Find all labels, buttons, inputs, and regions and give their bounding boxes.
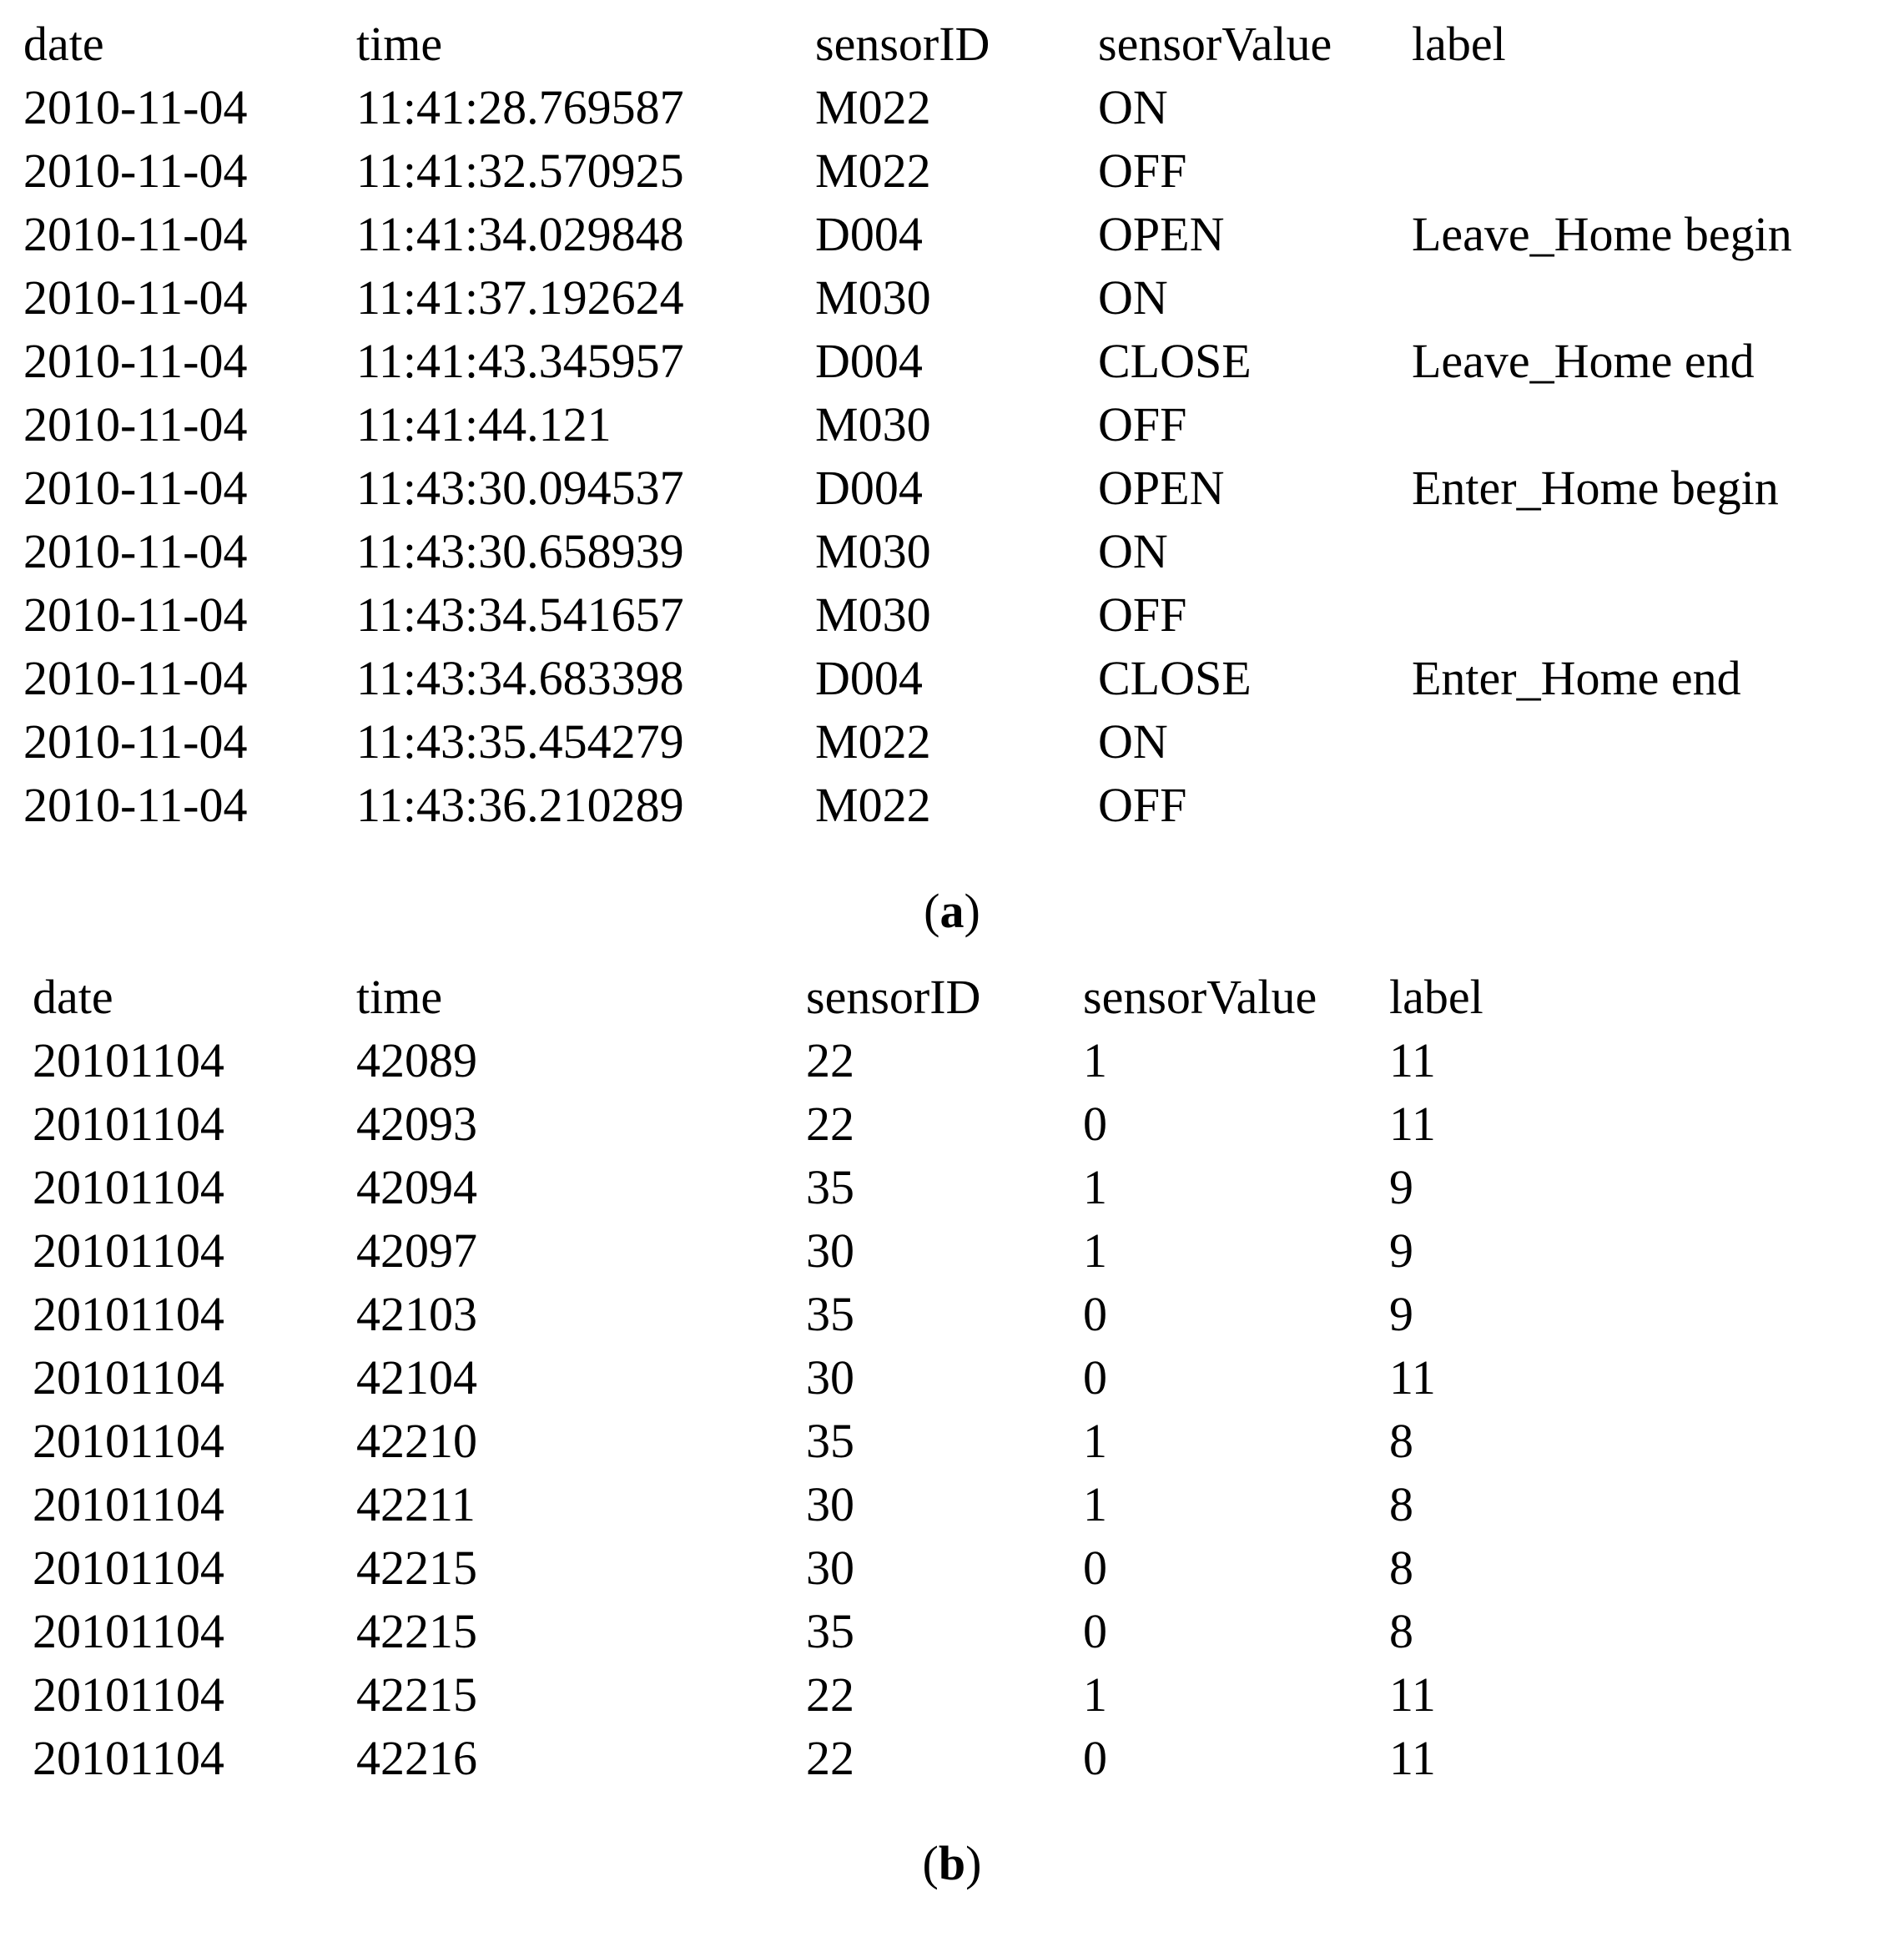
cell-sensor-value: ON	[1098, 714, 1168, 769]
cell-sensor-id: M022	[815, 778, 931, 832]
cell-sensor-id: D004	[815, 651, 923, 705]
cell-time: 42215	[356, 1541, 477, 1595]
cell-time: 42216	[356, 1731, 477, 1785]
cell-sensor-value: 1	[1083, 1414, 1107, 1468]
cell-sensor-value: 0	[1083, 1604, 1107, 1658]
table-row	[0, 647, 1904, 710]
cell-time: 11:43:34.541657	[356, 588, 684, 642]
caption-b	[0, 1832, 1904, 1895]
cell-label: 11	[1389, 1731, 1436, 1785]
cell-date: 2010-11-04	[23, 524, 248, 578]
cell-time: 42089	[356, 1033, 477, 1087]
cell-date: 2010-11-04	[23, 778, 248, 832]
cell-sensor-value: OPEN	[1098, 207, 1225, 261]
cell-sensor-value: CLOSE	[1098, 334, 1252, 388]
cell-sensor-id: 22	[806, 1033, 854, 1087]
cell-time: 42215	[356, 1667, 477, 1722]
cell-sensor-id: 35	[806, 1287, 854, 1341]
cell-date: 2010-11-04	[23, 144, 248, 198]
cell-date: 20101104	[33, 1350, 224, 1405]
caption-b-letter: b	[938, 1836, 966, 1890]
cell-time: 42103	[356, 1287, 477, 1341]
cell-date: 20101104	[33, 1287, 224, 1341]
cell-sensor-value: 0	[1083, 1731, 1107, 1785]
cell-sensor-value: ON	[1098, 270, 1168, 325]
cell-sensor-value: 1	[1083, 1223, 1107, 1278]
cell-time: 42104	[356, 1350, 477, 1405]
table-row	[0, 710, 1904, 774]
caption-a-letter: a	[939, 884, 965, 938]
cell-label: 9	[1389, 1223, 1413, 1278]
cell-sensor-value: 0	[1083, 1097, 1107, 1151]
cell-date: 2010-11-04	[23, 397, 248, 451]
cell-sensor-id: 35	[806, 1160, 854, 1214]
cell-time: 11:43:34.683398	[356, 651, 684, 705]
cell-sensor-value: 1	[1083, 1667, 1107, 1722]
table-header-row	[0, 966, 1904, 1029]
header-sensor-id: sensorID	[815, 17, 990, 71]
cell-date: 20101104	[33, 1414, 224, 1468]
cell-sensor-id: M022	[815, 144, 931, 198]
table-row	[0, 1473, 1904, 1536]
cell-sensor-id: M030	[815, 588, 931, 642]
table-row	[0, 1727, 1904, 1790]
table-row	[0, 1663, 1904, 1727]
table-header-row	[0, 13, 1904, 76]
cell-sensor-id: 30	[806, 1541, 854, 1595]
cell-date: 20101104	[33, 1477, 224, 1531]
cell-date: 2010-11-04	[23, 80, 248, 134]
table-row	[0, 393, 1904, 457]
header-sensor-id: sensorID	[806, 970, 981, 1024]
table-row	[0, 1219, 1904, 1283]
cell-sensor-id: 22	[806, 1667, 854, 1722]
table-row	[0, 1410, 1904, 1473]
cell-date: 2010-11-04	[23, 270, 248, 325]
cell-sensor-value: 0	[1083, 1350, 1107, 1405]
cell-time: 42097	[356, 1223, 477, 1278]
cell-time: 11:41:28.769587	[356, 80, 684, 134]
cell-time: 11:43:30.658939	[356, 524, 684, 578]
cell-label: 8	[1389, 1604, 1413, 1658]
header-date: date	[33, 970, 113, 1024]
table-row	[0, 1029, 1904, 1092]
cell-sensor-value: OFF	[1098, 144, 1187, 198]
cell-date: 20101104	[33, 1731, 224, 1785]
table-row	[0, 1600, 1904, 1663]
cell-time: 11:43:35.454279	[356, 714, 684, 769]
cell-time: 11:41:43.345957	[356, 334, 684, 388]
cell-date: 20101104	[33, 1097, 224, 1151]
table-row	[0, 774, 1904, 837]
cell-date: 2010-11-04	[23, 461, 248, 515]
table-row	[0, 520, 1904, 583]
cell-sensor-id: 22	[806, 1097, 854, 1151]
cell-label: 8	[1389, 1414, 1413, 1468]
caption-b-close: )	[965, 1836, 982, 1890]
table-row	[0, 330, 1904, 393]
table-row	[0, 266, 1904, 330]
cell-sensor-value: CLOSE	[1098, 651, 1252, 705]
cell-date: 20101104	[33, 1541, 224, 1595]
cell-time: 42210	[356, 1414, 477, 1468]
header-label: label	[1389, 970, 1483, 1024]
cell-sensor-id: M022	[815, 80, 931, 134]
table-row	[0, 1092, 1904, 1156]
header-time: time	[356, 970, 443, 1024]
cell-label: 11	[1389, 1667, 1436, 1722]
cell-date: 20101104	[33, 1223, 224, 1278]
cell-label: 11	[1389, 1033, 1436, 1087]
table-a	[0, 13, 1904, 837]
cell-time: 11:41:32.570925	[356, 144, 684, 198]
cell-date: 20101104	[33, 1604, 224, 1658]
cell-sensor-value: OFF	[1098, 588, 1187, 642]
cell-label: 9	[1389, 1287, 1413, 1341]
header-time: time	[356, 17, 443, 71]
cell-time: 42094	[356, 1160, 477, 1214]
cell-sensor-id: 30	[806, 1350, 854, 1405]
header-sensor-value: sensorValue	[1083, 970, 1317, 1024]
cell-sensor-id: 30	[806, 1477, 854, 1531]
table-row	[0, 1346, 1904, 1410]
cell-sensor-id: M030	[815, 524, 931, 578]
cell-time: 11:43:30.094537	[356, 461, 684, 515]
cell-sensor-id: D004	[815, 334, 923, 388]
table-b	[0, 966, 1904, 1790]
table-row	[0, 1536, 1904, 1600]
cell-time: 11:41:34.029848	[356, 207, 684, 261]
cell-label: Leave_Home end	[1412, 334, 1755, 388]
table-row	[0, 583, 1904, 647]
cell-time: 11:41:37.192624	[356, 270, 684, 325]
cell-label: 11	[1389, 1350, 1436, 1405]
cell-sensor-id: D004	[815, 461, 923, 515]
cell-date: 20101104	[33, 1160, 224, 1214]
cell-date: 20101104	[33, 1033, 224, 1087]
caption-a-open: (	[924, 884, 940, 938]
cell-sensor-value: OFF	[1098, 397, 1187, 451]
cell-date: 2010-11-04	[23, 651, 248, 705]
cell-date: 2010-11-04	[23, 588, 248, 642]
cell-sensor-value: 1	[1083, 1033, 1107, 1087]
caption-a-close: )	[964, 884, 980, 938]
table-row	[0, 76, 1904, 139]
cell-sensor-id: M022	[815, 714, 931, 769]
cell-sensor-value: 1	[1083, 1477, 1107, 1531]
header-sensor-value: sensorValue	[1098, 17, 1332, 71]
cell-sensor-id: 35	[806, 1414, 854, 1468]
cell-sensor-id: M030	[815, 397, 931, 451]
cell-sensor-value: 1	[1083, 1160, 1107, 1214]
table-row	[0, 203, 1904, 266]
cell-date: 2010-11-04	[23, 334, 248, 388]
cell-sensor-id: D004	[815, 207, 923, 261]
cell-label: Leave_Home begin	[1412, 207, 1792, 261]
cell-sensor-id: M030	[815, 270, 931, 325]
cell-date: 20101104	[33, 1667, 224, 1722]
table-row	[0, 1156, 1904, 1219]
cell-label: 8	[1389, 1541, 1413, 1595]
cell-sensor-value: 0	[1083, 1541, 1107, 1595]
cell-label: 11	[1389, 1097, 1436, 1151]
cell-sensor-value: 0	[1083, 1287, 1107, 1341]
cell-label: 8	[1389, 1477, 1413, 1531]
cell-sensor-value: OPEN	[1098, 461, 1225, 515]
table-row	[0, 139, 1904, 203]
table-row	[0, 1283, 1904, 1346]
cell-date: 2010-11-04	[23, 207, 248, 261]
cell-time: 11:41:44.121	[356, 397, 612, 451]
cell-sensor-id: 35	[806, 1604, 854, 1658]
caption-a	[0, 880, 1904, 943]
cell-sensor-value: ON	[1098, 524, 1168, 578]
cell-sensor-value: OFF	[1098, 778, 1187, 832]
cell-date: 2010-11-04	[23, 714, 248, 769]
cell-time: 42215	[356, 1604, 477, 1658]
cell-time: 42211	[356, 1477, 476, 1531]
header-label: label	[1412, 17, 1506, 71]
caption-b-open: (	[922, 1836, 939, 1890]
cell-sensor-id: 22	[806, 1731, 854, 1785]
header-date: date	[23, 17, 104, 71]
table-row	[0, 457, 1904, 520]
cell-label: Enter_Home end	[1412, 651, 1741, 705]
cell-label: 9	[1389, 1160, 1413, 1214]
cell-label: Enter_Home begin	[1412, 461, 1779, 515]
cell-sensor-value: ON	[1098, 80, 1168, 134]
cell-time: 42093	[356, 1097, 477, 1151]
cell-sensor-id: 30	[806, 1223, 854, 1278]
cell-time: 11:43:36.210289	[356, 778, 684, 832]
